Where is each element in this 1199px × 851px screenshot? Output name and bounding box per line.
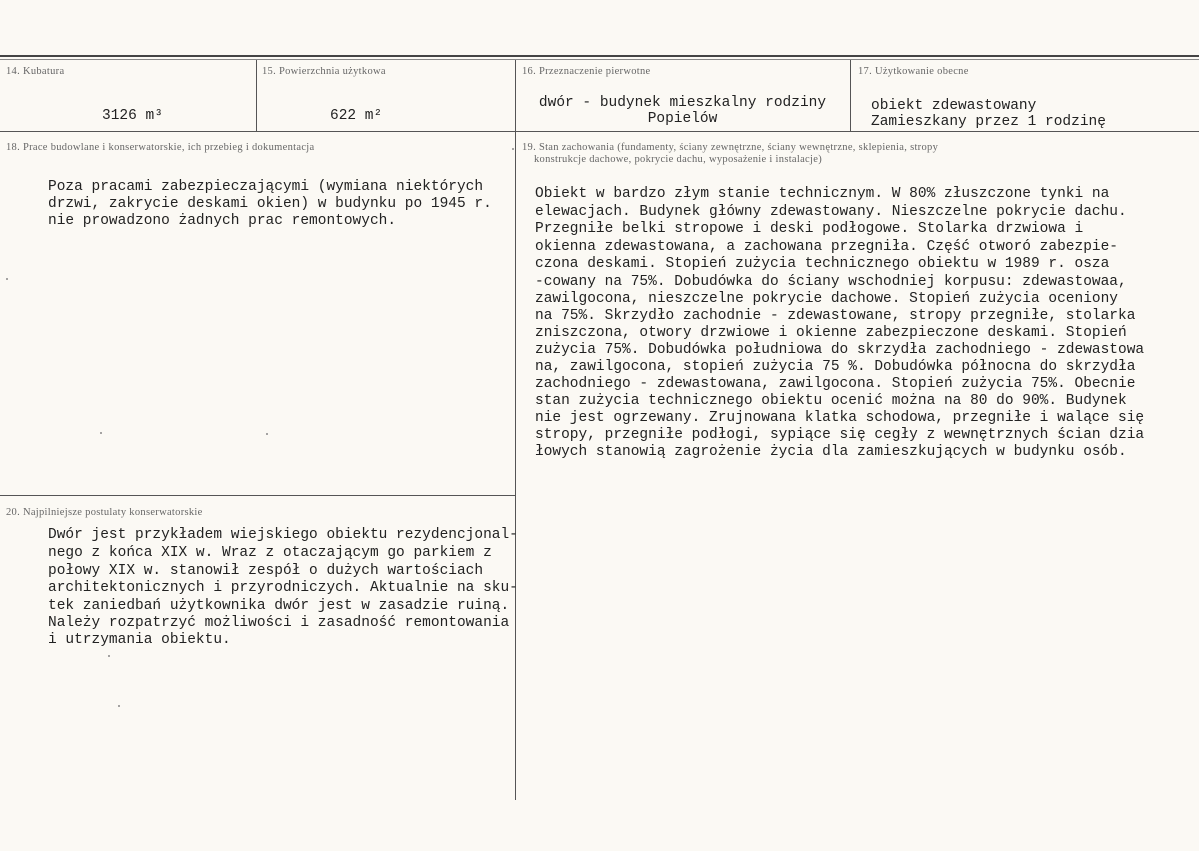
scan-speck	[6, 278, 8, 280]
stan-line: -cowany na 75%. Dobudówka do ściany wschodniej korpusu: zdewastowaa,	[535, 274, 1127, 290]
scan-speck	[266, 433, 268, 435]
stan-line: czona deskami. Stopień zużycia technicznego obiektu w 1989 r. osza	[535, 256, 1110, 272]
scan-speck	[108, 655, 110, 657]
prace-line: Poza pracami zabezpieczającymi (wymiana niektórych	[48, 179, 484, 195]
stan-line: stan zużycia technicznego obiektu ocenić można na 80 do 90%. Budynek	[535, 393, 1127, 409]
postulaty-line: tek zaniedbań użytkownika dwór jest w zasadzie ruiną.	[48, 598, 510, 614]
kubatura-label: 14. Kubatura	[6, 66, 65, 77]
stan-line: zachodniego - zdewastowana, zawilgocona. Stopień zużycia 75%. Obecnie	[535, 376, 1136, 392]
scan-speck	[100, 432, 102, 434]
scan-speck	[512, 148, 514, 150]
stan-line: zużycia 75%. Dobudówka południowa do skrzydła zachodniego - zdewastowa	[535, 342, 1145, 358]
stan-line: elewacjach. Budynek główny zdewastowany. Nieszczelne pokrycie dachu.	[535, 204, 1127, 220]
stan-label-line2: konstrukcje dachowe, pokrycie dachu, wyposażenie i instalacje)	[534, 154, 822, 165]
stan-line: łowych stanowią zagrożenie życia dla zamieszkujących w budynku osób.	[535, 444, 1127, 460]
stan-line: zniszczona, otwory drzwiowe i okienne zabezpieczone deskami. Stopień	[535, 325, 1127, 341]
uzytkowanie-label: 17. Użytkowanie obecne	[858, 66, 969, 77]
powierzchnia-value: 622 m²	[330, 108, 383, 124]
stan-line: nie jest ogrzewany. Zrujnowana klatka schodowa, przegniłe i walące się	[535, 410, 1145, 426]
stan-line: Obiekt w bardzo złym stanie technicznym. W 80% złuszczone tynki na	[535, 186, 1110, 202]
kubatura-value: 3126 m³	[102, 108, 163, 124]
stan-line: na 75%. Skrzydło zachodnie - zdewastowane, stropy przegniłe, stolarka	[535, 308, 1136, 324]
stan-line: zawilgocona, nieszczelne pokrycie dachowe. Stopień zużycia oceniony	[535, 291, 1118, 307]
postulaty-line: Dwór jest przykładem wiejskiego obiektu rezydencjonal-	[48, 527, 518, 543]
postulaty-label: 20. Najpilniejsze postulaty konserwatorskie	[6, 507, 203, 518]
uzytkowanie-value-line1: obiekt zdewastowany	[871, 98, 1037, 114]
top-rule-inner	[0, 59, 1199, 60]
row-divider-2	[0, 495, 515, 496]
col-divider-3	[850, 60, 851, 131]
top-double-rule	[0, 55, 1199, 57]
postulaty-line: Należy rozpatrzyć możliwości i zasadność remontowania	[48, 615, 510, 631]
scan-speck	[118, 705, 120, 707]
przeznaczenie-label: 16. Przeznaczenie pierwotne	[522, 66, 651, 77]
powierzchnia-label: 15. Powierzchnia użytkowa	[262, 66, 386, 77]
przeznaczenie-value-line2: Popielów	[647, 111, 718, 127]
przeznaczenie-value-line1: dwór - budynek mieszkalny rodziny	[538, 95, 827, 111]
stan-line: Przegniłe belki stropowe i deski podłogowe. Stolarka drzwiowa i	[535, 221, 1084, 237]
prace-line: drzwi, zakrycie deskami okien) w budynku po 1945 r.	[48, 196, 492, 212]
postulaty-line: nego z końca XIX w. Wraz z otaczającym go parkiem z	[48, 545, 492, 561]
postulaty-line: i utrzymania obiektu.	[48, 632, 231, 648]
col-divider-2	[515, 60, 516, 800]
stan-line: okienna zdewastowana, a zachowana przegniła. Część otworó zabezpie-	[535, 239, 1118, 255]
prace-label: 18. Prace budowlane i konserwatorskie, ich przebieg i dokumentacja	[6, 142, 315, 153]
postulaty-line: architektonicznych i przyrodniczych. Aktualnie na sku-	[48, 580, 518, 596]
stan-line: stropy, przegniłe podłogi, sypiące się cegły z wewnętrznych ścian dzia	[535, 427, 1145, 443]
uzytkowanie-value-line2: Zamieszkany przez 1 rodzinę	[871, 114, 1106, 130]
stan-label-line1: 19. Stan zachowania (fundamenty, ściany zewnętrzne, ściany wewnętrzne, sklepienia, stropy	[522, 142, 939, 153]
prace-line: nie prowadzono żadnych prac remontowych.	[48, 213, 397, 229]
stan-line: na, zawilgocona, stopień zużycia 75 %. Dobudówka północna do skrzydła	[535, 359, 1136, 375]
postulaty-line: połowy XIX w. stanowił zespół o dużych wartościach	[48, 563, 484, 579]
col-divider-1	[256, 60, 257, 131]
